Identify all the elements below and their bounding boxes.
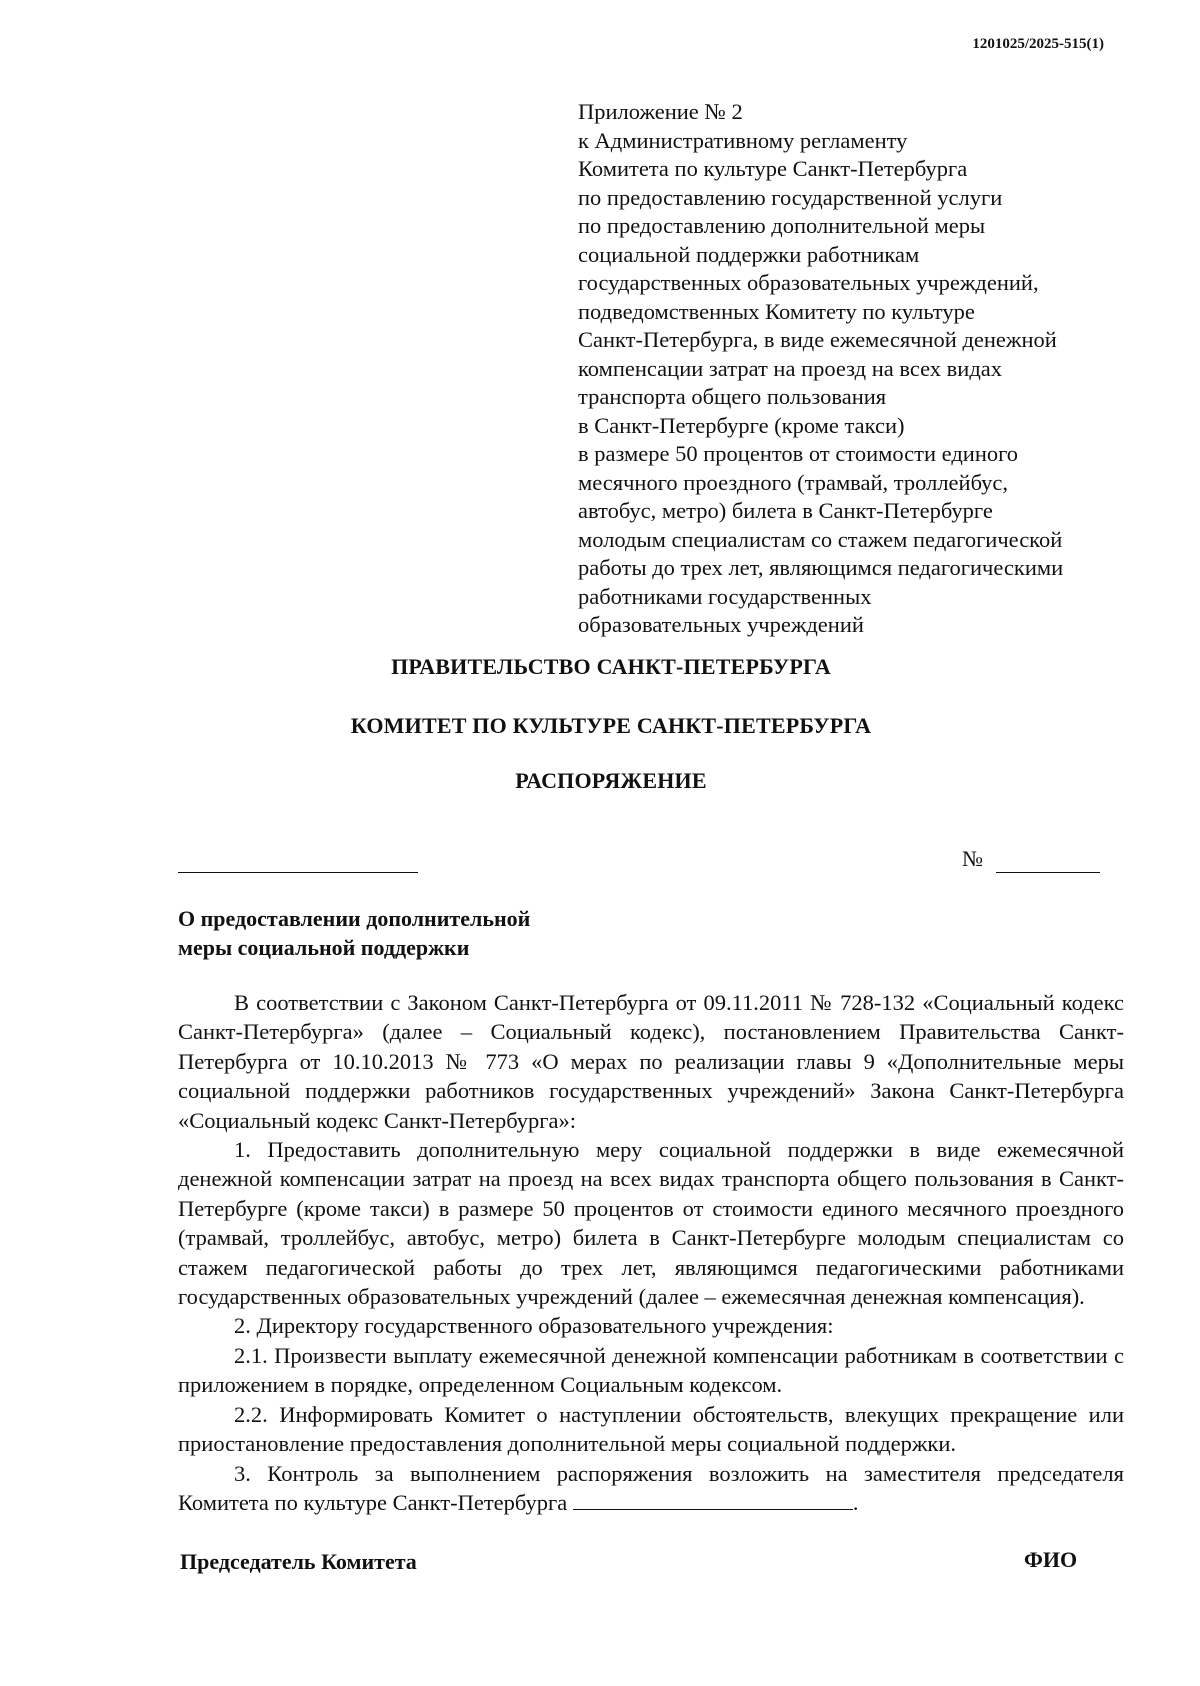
annex-line: подведомственных Комитету по культуре <box>578 298 975 324</box>
annex-line: Комитета по культуре Санкт-Петербурга <box>578 156 968 181</box>
annex-line: автобус, метро) билета в Санкт-Петербурге <box>578 498 993 523</box>
annex-line: по предоставлению дополнительной меры <box>578 213 986 238</box>
item-1-paragraph: 1. Предоставить дополнительную меру социальной поддержки в виде ежемесячной денежной компенсации затрат на проезд на всех видах транспорта общего пользования в Санкт-Петербурге (кроме такси) в размере 50 процентов от стоимости единого месячного проездного (трамвай, троллейбус, автобус, метро) билета в Санкт-Петербурге молодым специалистам со стажем педагогической работы до трех лет, являющимся педагогическими работниками государственных образовательных учреждений (далее – ежемесячная денежная компенсация). <box>178 1137 1124 1310</box>
annex-line: Санкт-Петербурга, в виде ежемесячной денежной <box>578 327 1057 352</box>
document-number: 1201025/2025-515(1) <box>972 36 1104 52</box>
annex-line: работниками государственных <box>578 583 872 609</box>
document-type-heading: РАСПОРЯЖЕНИЕ <box>515 768 707 793</box>
item-2-paragraph: 2. Директору государственного образовательного учреждения: <box>234 1313 834 1339</box>
annex-line: месячного проездного (трамвай, троллейбус, <box>578 469 1009 495</box>
order-body <box>178 988 1124 1517</box>
item-3-paragraph <box>178 1459 1124 1518</box>
preamble-paragraph: В соответствии с Законом Санкт-Петербурга от 09.11.2011 № 728-132 «Социальный кодекс Санкт-Петербурга» (далее – Социальный кодекс), постановлением Правительства Санкт-Петербурга от 10.10.2013 № 773 «О мерах по реализации главы 9 «Дополнительные меры социальной поддержки работников государственных учреждений» Закона Санкт-Петербурга «Социальный кодекс Санкт-Петербурга»: <box>178 990 1124 1133</box>
date-blank-line <box>178 872 418 873</box>
annex-line: к Административному регламенту <box>578 127 908 153</box>
number-blank-line <box>996 872 1100 873</box>
annex-line: работы до трех лет, являющимся педагогическими <box>578 555 1064 580</box>
annex-line: социальной поддержки работникам <box>578 241 920 267</box>
annex-line: транспорта общего пользования <box>578 384 887 409</box>
annex-line: в размере 50 процентов от стоимости единого <box>578 441 1019 466</box>
annex-line: по предоставлению государственной услуги <box>578 184 1003 210</box>
subject-line: О предоставлении дополнительной <box>178 906 531 931</box>
annex-line: молодым специалистам со стажем педагогической <box>578 526 1063 552</box>
annex-line: образовательных учреждений <box>578 612 864 637</box>
government-heading: ПРАВИТЕЛЬСТВО САНКТ-ПЕТЕРБУРГА <box>391 654 831 679</box>
item-3-end: . <box>852 1489 859 1515</box>
annex-line: компенсации затрат на проезд на всех видах <box>578 355 1003 381</box>
deputy-name-blank-line <box>573 1491 853 1510</box>
item-3-text: 3. Контроль за выполнением распоряжения возложить на заместителя председателя Комитета по культуре Санкт-Петербурга <box>178 1460 1124 1515</box>
number-label: № <box>962 846 983 871</box>
committee-heading: КОМИТЕТ ПО КУЛЬТУРЕ САНКТ-ПЕТЕРБУРГА <box>350 713 872 738</box>
signatory-name: ФИО <box>1024 1547 1078 1572</box>
annex-line: Приложение № 2 <box>578 99 743 124</box>
subject-title <box>178 904 530 962</box>
item-2-2-paragraph: 2.2. Информировать Комитет о наступлении обстоятельств, влекущих прекращение или приостановление предоставления дополнительной меры социальной поддержки. <box>178 1401 1124 1457</box>
annex-line: государственных образовательных учреждений, <box>578 270 1039 295</box>
item-2-1-paragraph: 2.1. Произвести выплату ежемесячной денежной компенсации работникам в соответствии с приложением в порядке, определенном Социальным кодексом. <box>178 1342 1124 1398</box>
annex-line: в Санкт-Петербурге (кроме такси) <box>578 412 905 438</box>
subject-line: меры социальной поддержки <box>178 935 470 960</box>
annex-block <box>578 98 1138 640</box>
signatory-role: Председатель Комитета <box>180 1549 417 1574</box>
